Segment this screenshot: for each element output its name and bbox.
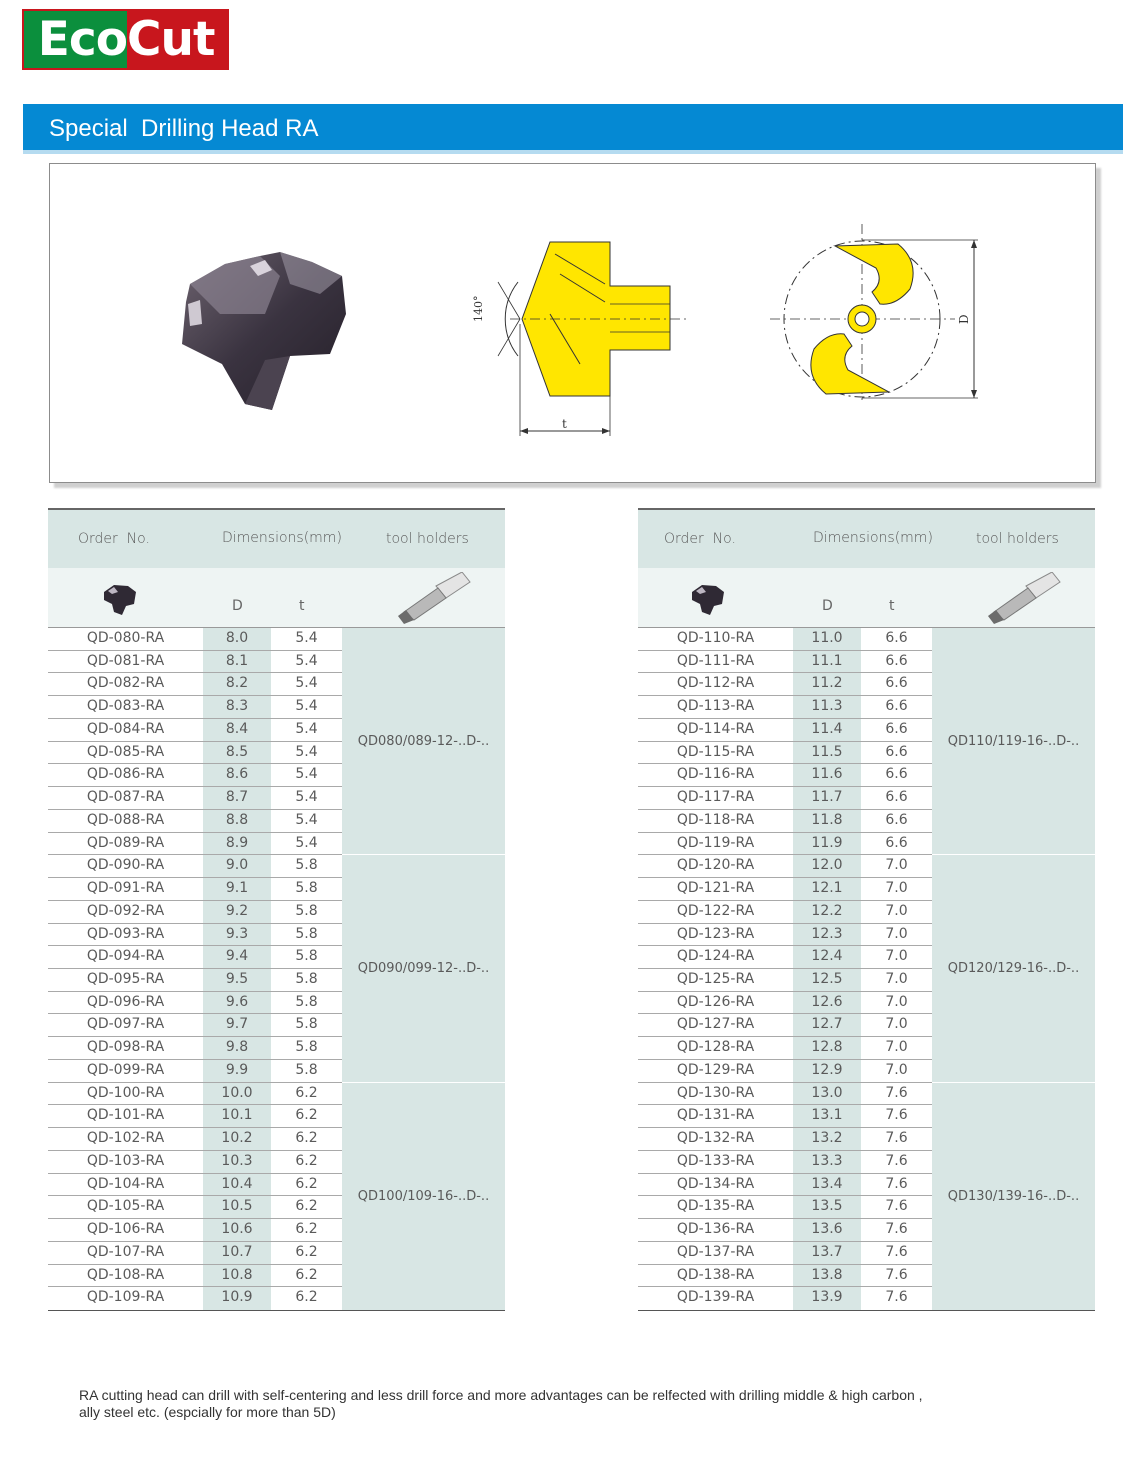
t-value-cell: 5.8 (295, 925, 318, 942)
table-bottom-rule (48, 1310, 505, 1311)
d-value-cell: 9.9 (203, 1060, 271, 1082)
table-row (48, 1037, 342, 1060)
order-no-cell: QD-108-RA (86, 1266, 165, 1283)
t-value-cell: 5.8 (295, 857, 318, 874)
t-value-cell: 6.6 (885, 811, 908, 828)
table-row (48, 673, 342, 696)
table-body (48, 628, 505, 1310)
tool-holder-cell: QD100/109-16-..D-.. (342, 1083, 505, 1310)
d-value-cell: 11.0 (793, 628, 861, 650)
order-no-cell: QD-088-RA (86, 811, 165, 828)
tool-holder-cell: QD080/089-12-..D-.. (342, 628, 505, 855)
subheader-t: t (299, 598, 305, 614)
header-tool-holders: tool holders (386, 531, 469, 547)
d-value-cell: 12.0 (793, 855, 861, 877)
order-no-cell: QD-117-RA (676, 789, 755, 806)
d-value-cell: 10.5 (203, 1196, 271, 1218)
order-no-cell: QD-112-RA (676, 675, 755, 692)
order-no-cell: QD-131-RA (676, 1107, 755, 1124)
table-row (638, 1242, 932, 1265)
table-row (638, 946, 932, 969)
table-row (638, 628, 932, 651)
order-no-cell: QD-085-RA (86, 743, 165, 760)
order-no-cell: QD-086-RA (86, 766, 165, 783)
table-row (48, 1287, 342, 1310)
order-no-cell: QD-090-RA (86, 857, 165, 874)
d-value-cell: 10.3 (203, 1151, 271, 1173)
t-value-cell: 5.4 (295, 675, 318, 692)
d-value-cell: 13.5 (793, 1196, 861, 1218)
table-row (638, 924, 932, 947)
t-value-cell: 6.2 (295, 1198, 318, 1215)
tool-holder-cell: QD130/139-16-..D-.. (932, 1083, 1095, 1310)
t-value-cell: 6.2 (295, 1084, 318, 1101)
table-row (638, 1287, 932, 1310)
angle-label: 140° (472, 295, 485, 322)
table-row (638, 969, 932, 992)
table-row (638, 787, 932, 810)
d-value-cell: 10.7 (203, 1242, 271, 1264)
t-value-cell: 6.2 (295, 1175, 318, 1192)
table-row (48, 878, 342, 901)
t-value-cell: 7.6 (885, 1152, 908, 1169)
t-value-cell: 7.0 (885, 971, 908, 987)
d-value-cell: 8.6 (203, 764, 271, 786)
d-value-cell: 11.8 (793, 810, 861, 832)
order-no-cell: QD-128-RA (676, 1039, 755, 1056)
order-no-cell: QD-135-RA (676, 1198, 755, 1215)
order-no-cell: QD-122-RA (676, 902, 755, 919)
t-value-cell: 5.4 (295, 698, 318, 715)
table-row (638, 878, 932, 901)
t-value-cell: 5.8 (295, 993, 318, 1010)
order-no-cell: QD-093-RA (86, 925, 165, 942)
order-no-cell: QD-081-RA (86, 652, 165, 669)
d-value-cell: 13.1 (793, 1105, 861, 1127)
d-value-cell: 12.4 (793, 946, 861, 968)
t-value-cell: 7.6 (885, 1198, 908, 1215)
t-value-cell: 5.8 (295, 1061, 318, 1078)
d-value-cell: 10.8 (203, 1265, 271, 1287)
order-no-cell: QD-130-RA (676, 1084, 755, 1101)
t-value-cell: 6.6 (885, 743, 908, 760)
d-value-cell: 8.5 (203, 742, 271, 764)
order-no-cell: QD-104-RA (86, 1175, 165, 1192)
order-no-cell: QD-132-RA (676, 1130, 755, 1147)
order-no-cell: QD-115-RA (676, 743, 755, 760)
tool-holder-cell: QD120/129-16-..D-.. (932, 855, 1095, 1082)
header-tool-holders: tool holders (976, 531, 1059, 547)
d-value-cell: 10.9 (203, 1287, 271, 1310)
spec-table-left (48, 508, 505, 1310)
ecocut-logo (22, 9, 229, 70)
table-row (638, 1060, 932, 1083)
d-value-cell: 13.3 (793, 1151, 861, 1173)
table-row (638, 651, 932, 674)
t-value-cell: 7.6 (885, 1130, 908, 1147)
d-value-cell: 12.1 (793, 878, 861, 900)
header-order-no: Order No. (78, 531, 150, 547)
table-row (48, 969, 342, 992)
t-value-cell: 5.4 (295, 811, 318, 828)
d-dimension-label: D (957, 314, 971, 324)
order-no-cell: QD-133-RA (676, 1152, 755, 1169)
tool-holder-icon (984, 572, 1064, 624)
table-row (638, 1265, 932, 1288)
drilling-head-photo (182, 252, 346, 410)
table-row (638, 1083, 932, 1106)
order-no-cell: QD-123-RA (676, 925, 755, 942)
spec-table-right (638, 508, 1095, 1310)
d-value-cell: 9.1 (203, 878, 271, 900)
table-row (638, 673, 932, 696)
table-row (48, 924, 342, 947)
table-subheader (48, 568, 505, 628)
order-no-cell: QD-103-RA (86, 1152, 165, 1169)
tool-holder-cell: QD110/119-16-..D-.. (932, 628, 1095, 855)
order-no-cell: QD-124-RA (676, 948, 755, 965)
t-value-cell: 6.6 (885, 766, 908, 783)
table-row (48, 628, 342, 651)
t-value-cell: 6.6 (885, 630, 908, 646)
t-value-cell: 7.0 (885, 902, 908, 919)
d-value-cell: 9.2 (203, 901, 271, 923)
t-value-cell: 5.8 (295, 948, 318, 965)
order-no-cell: QD-089-RA (86, 834, 165, 851)
t-value-cell: 5.8 (295, 902, 318, 919)
order-no-cell: QD-109-RA (86, 1289, 165, 1306)
d-value-cell: 8.2 (203, 673, 271, 695)
d-value-cell: 11.2 (793, 673, 861, 695)
d-value-cell: 13.4 (793, 1174, 861, 1196)
d-value-cell: 8.1 (203, 651, 271, 673)
table-row (638, 810, 932, 833)
table-row (48, 696, 342, 719)
t-value-cell: 7.6 (885, 1243, 908, 1260)
order-no-cell: QD-106-RA (86, 1221, 165, 1238)
t-value-cell: 7.0 (885, 925, 908, 942)
order-no-cell: QD-118-RA (676, 811, 755, 828)
d-value-cell: 12.7 (793, 1014, 861, 1036)
d-value-cell: 12.5 (793, 969, 861, 991)
t-value-cell: 6.2 (295, 1107, 318, 1124)
d-value-cell: 10.0 (203, 1083, 271, 1105)
d-value-cell: 11.1 (793, 651, 861, 673)
d-value-cell: 12.6 (793, 992, 861, 1014)
t-value-cell: 7.0 (885, 1016, 908, 1033)
table-row (638, 1037, 932, 1060)
d-value-cell: 10.6 (203, 1219, 271, 1241)
header-order-no: Order No. (664, 531, 736, 547)
table-row (48, 1219, 342, 1242)
t-value-cell: 6.2 (295, 1130, 318, 1147)
front-view-drawing (770, 224, 978, 404)
order-no-cell: QD-129-RA (676, 1061, 755, 1078)
table-row (638, 1014, 932, 1037)
table-body (638, 628, 1095, 1310)
t-value-cell: 7.6 (885, 1221, 908, 1238)
t-value-cell: 7.0 (885, 880, 908, 897)
order-no-cell: QD-134-RA (676, 1175, 755, 1192)
d-value-cell: 9.0 (203, 855, 271, 877)
table-header (48, 508, 505, 568)
d-value-cell: 11.9 (793, 833, 861, 855)
order-no-cell: QD-121-RA (676, 880, 755, 897)
table-row (638, 742, 932, 765)
order-no-cell: QD-096-RA (86, 993, 165, 1010)
d-value-cell: 13.0 (793, 1083, 861, 1105)
footnote-line: RA cutting head can drill with self-centering and less drill force and more advantages can be relfected with drilling middle & high carbon , (79, 1387, 923, 1403)
order-no-cell: QD-080-RA (86, 630, 165, 646)
table-bottom-rule (638, 1310, 1095, 1311)
order-no-cell: QD-107-RA (86, 1243, 165, 1260)
t-value-cell: 5.8 (295, 1016, 318, 1033)
t-value-cell: 6.6 (885, 698, 908, 715)
t-value-cell: 7.0 (885, 948, 908, 965)
order-no-cell: QD-087-RA (86, 789, 165, 806)
order-no-cell: QD-125-RA (676, 971, 755, 987)
d-value-cell: 8.3 (203, 696, 271, 718)
order-no-cell: QD-097-RA (86, 1016, 165, 1033)
table-row (638, 855, 932, 878)
d-value-cell: 11.4 (793, 719, 861, 741)
t-value-cell: 7.6 (885, 1266, 908, 1283)
t-value-cell: 5.4 (295, 720, 318, 737)
table-row (48, 833, 342, 856)
page-title: Special Drilling Head RA (49, 115, 319, 142)
table-row (48, 1014, 342, 1037)
d-value-cell: 11.7 (793, 787, 861, 809)
t-value-cell: 5.8 (295, 1039, 318, 1056)
order-no-cell: QD-083-RA (86, 698, 165, 715)
t-value-cell: 6.6 (885, 652, 908, 669)
d-value-cell: 9.4 (203, 946, 271, 968)
order-no-cell: QD-084-RA (86, 720, 165, 737)
t-value-cell: 5.8 (295, 971, 318, 987)
table-row (638, 1128, 932, 1151)
t-value-cell: 6.6 (885, 675, 908, 692)
t-value-cell: 6.6 (885, 834, 908, 851)
d-value-cell: 9.7 (203, 1014, 271, 1036)
side-view-drawing (472, 242, 690, 436)
order-no-cell: QD-110-RA (676, 630, 755, 646)
d-value-cell: 12.3 (793, 924, 861, 946)
d-value-cell: 8.0 (203, 628, 271, 650)
d-value-cell: 8.8 (203, 810, 271, 832)
order-no-cell: QD-114-RA (676, 720, 755, 737)
t-value-cell: 5.4 (295, 766, 318, 783)
table-row (48, 719, 342, 742)
d-value-cell: 11.3 (793, 696, 861, 718)
logo-text-cut: Cut (127, 12, 215, 67)
table-row (48, 764, 342, 787)
tool-holder-icon (394, 572, 474, 624)
order-no-cell: QD-092-RA (86, 902, 165, 919)
d-value-cell: 13.2 (793, 1128, 861, 1150)
table-row (638, 696, 932, 719)
drill-head-icon (100, 582, 140, 616)
table-row (48, 1151, 342, 1174)
order-no-cell: QD-098-RA (86, 1039, 165, 1056)
order-no-cell: QD-113-RA (676, 698, 755, 715)
drill-head-icon (688, 582, 728, 616)
t-value-cell: 7.0 (885, 857, 908, 874)
subheader-d: D (822, 598, 833, 614)
table-row (638, 901, 932, 924)
d-value-cell: 12.2 (793, 901, 861, 923)
order-no-cell: QD-099-RA (86, 1061, 165, 1078)
d-value-cell: 9.3 (203, 924, 271, 946)
d-value-cell: 10.1 (203, 1105, 271, 1127)
d-value-cell: 13.7 (793, 1242, 861, 1264)
order-no-cell: QD-094-RA (86, 948, 165, 965)
t-value-cell: 6.6 (885, 720, 908, 737)
footnote-line: ally steel etc. (espcially for more than 5D) (79, 1404, 336, 1420)
table-row (48, 1060, 342, 1083)
t-value-cell: 5.4 (295, 630, 318, 646)
t-value-cell: 5.4 (295, 743, 318, 760)
table-row (48, 742, 342, 765)
table-row (48, 651, 342, 674)
table-row (48, 992, 342, 1015)
header-dimensions: Dimensions(mm) (222, 530, 342, 546)
order-no-cell: QD-116-RA (676, 766, 755, 783)
order-no-cell: QD-136-RA (676, 1221, 755, 1238)
d-value-cell: 12.9 (793, 1060, 861, 1082)
header-dimensions: Dimensions(mm) (813, 530, 933, 546)
order-no-cell: QD-101-RA (86, 1107, 165, 1124)
d-value-cell: 13.8 (793, 1265, 861, 1287)
order-no-cell: QD-138-RA (676, 1266, 755, 1283)
t-value-cell: 5.4 (295, 652, 318, 669)
t-value-cell: 6.2 (295, 1266, 318, 1283)
table-header (638, 508, 1095, 568)
d-value-cell: 8.4 (203, 719, 271, 741)
t-value-cell: 7.0 (885, 993, 908, 1010)
table-row (48, 1174, 342, 1197)
table-row (48, 1196, 342, 1219)
order-no-cell: QD-139-RA (676, 1289, 755, 1306)
table-row (638, 992, 932, 1015)
order-no-cell: QD-127-RA (676, 1016, 755, 1033)
order-no-cell: QD-105-RA (86, 1198, 165, 1215)
table-row (48, 946, 342, 969)
order-no-cell: QD-091-RA (86, 880, 165, 897)
table-row (48, 855, 342, 878)
t-value-cell: 7.6 (885, 1175, 908, 1192)
order-no-cell: QD-100-RA (86, 1084, 165, 1101)
t-value-cell: 7.0 (885, 1061, 908, 1078)
footnote (79, 1387, 999, 1421)
table-row (638, 764, 932, 787)
tool-holder-cell: QD090/099-12-..D-.. (342, 855, 505, 1082)
order-no-cell: QD-095-RA (86, 971, 165, 987)
t-value-cell: 7.6 (885, 1289, 908, 1306)
table-row (638, 1151, 932, 1174)
t-value-cell: 7.6 (885, 1107, 908, 1124)
order-no-cell: QD-137-RA (676, 1243, 755, 1260)
t-value-cell: 7.6 (885, 1084, 908, 1101)
table-row (638, 1174, 932, 1197)
d-value-cell: 11.6 (793, 764, 861, 786)
table-row (48, 901, 342, 924)
logo-text-eco: Eco (37, 12, 127, 67)
d-value-cell: 13.9 (793, 1287, 861, 1310)
d-value-cell: 11.5 (793, 742, 861, 764)
d-value-cell: 9.6 (203, 992, 271, 1014)
order-no-cell: QD-082-RA (86, 675, 165, 692)
title-bar (23, 104, 1123, 154)
t-value-cell: 6.6 (885, 789, 908, 806)
t-value-cell: 5.4 (295, 789, 318, 806)
table-row (48, 1128, 342, 1151)
d-value-cell: 9.8 (203, 1037, 271, 1059)
table-row (48, 810, 342, 833)
table-row (638, 719, 932, 742)
order-no-cell: QD-120-RA (676, 857, 755, 874)
subheader-d: D (232, 598, 243, 614)
table-row (48, 1242, 342, 1265)
table-row (48, 1105, 342, 1128)
t-value-cell: 6.2 (295, 1221, 318, 1238)
d-value-cell: 9.5 (203, 969, 271, 991)
t-value-cell: 5.8 (295, 880, 318, 897)
t-value-cell: 6.2 (295, 1243, 318, 1260)
order-no-cell: QD-126-RA (676, 993, 755, 1010)
d-value-cell: 12.8 (793, 1037, 861, 1059)
product-illustration-frame (49, 163, 1096, 483)
table-row (48, 787, 342, 810)
order-no-cell: QD-119-RA (676, 834, 755, 851)
t-value-cell: 7.0 (885, 1039, 908, 1056)
drawing-canvas (50, 164, 1095, 482)
d-value-cell: 10.2 (203, 1128, 271, 1150)
subheader-t: t (889, 598, 895, 614)
d-value-cell: 8.7 (203, 787, 271, 809)
table-row (48, 1265, 342, 1288)
table-row (638, 1196, 932, 1219)
table-row (638, 833, 932, 856)
table-row (48, 1083, 342, 1106)
order-no-cell: QD-102-RA (86, 1130, 165, 1147)
d-value-cell: 13.6 (793, 1219, 861, 1241)
t-value-cell: 6.2 (295, 1152, 318, 1169)
t-value-cell: 6.2 (295, 1289, 318, 1306)
table-subheader (638, 568, 1095, 628)
d-value-cell: 8.9 (203, 833, 271, 855)
d-value-cell: 10.4 (203, 1174, 271, 1196)
table-row (638, 1219, 932, 1242)
t-dimension-label: t (562, 417, 567, 431)
table-row (638, 1105, 932, 1128)
order-no-cell: QD-111-RA (676, 652, 755, 669)
t-value-cell: 5.4 (295, 834, 318, 851)
